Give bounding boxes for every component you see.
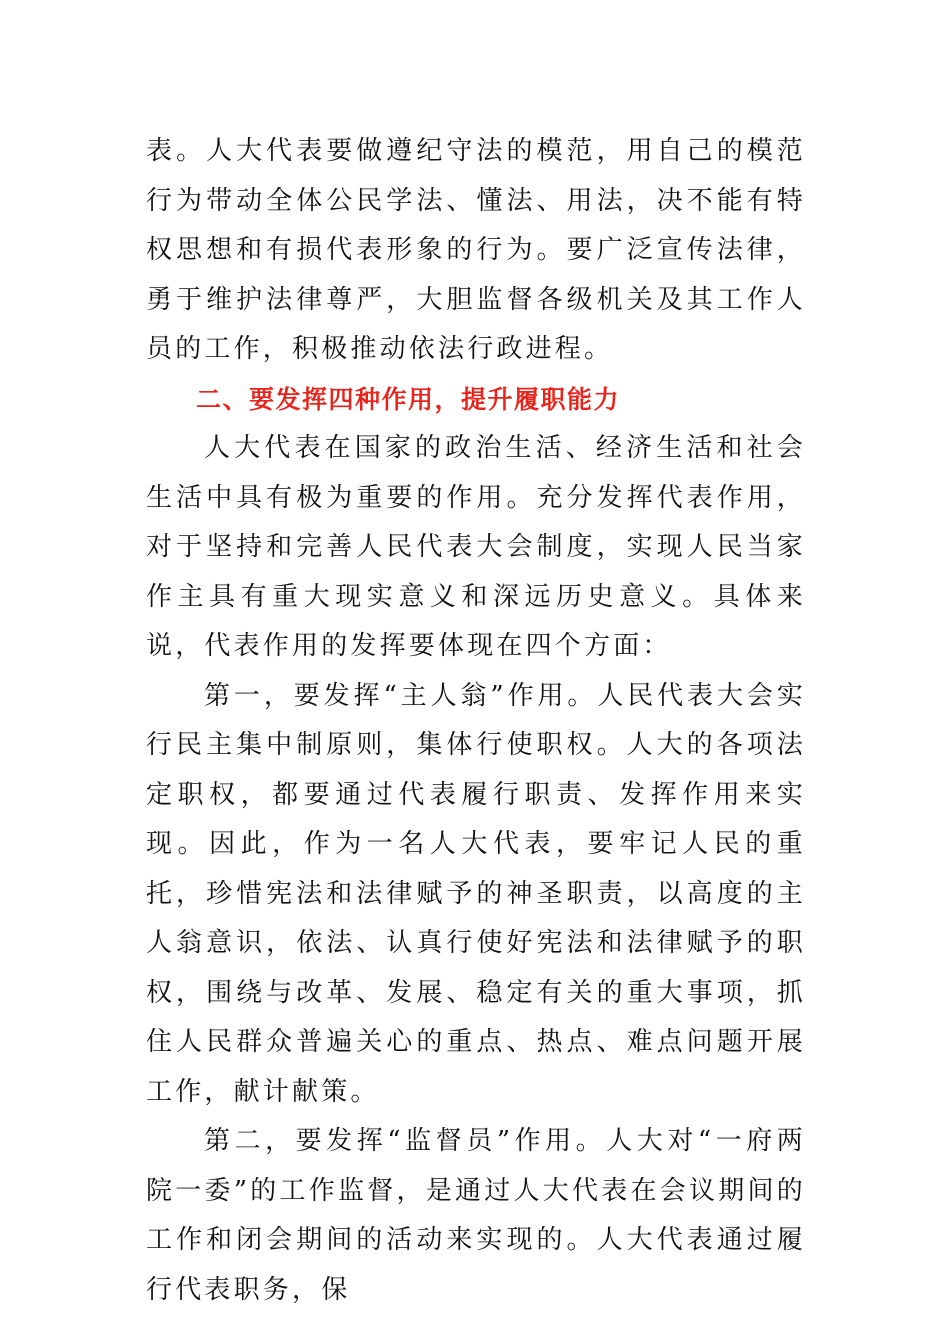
paragraph-first-role: 第一，要发挥“主人翁”作用。人民代表大会实行民主集中制原则，集体行使职权。人大的各项法定职权，都要通过代表履行职责、发挥作用来实现。因此，作为一名人大代表，要牢记人民的重托，珍惜宪法和法律赋予的神圣职责，以高度的主人翁意识，依法、认真行使好宪法和法律赋予的职权，围绕与改革、发展、稳定有关的重大事项，抓住人民群众普遍关心的重点、热点、难点问题开展工作，献计献策。 — [146, 680, 806, 1107]
section-heading: 二、要发挥四种作用，提升履职能力 — [196, 384, 621, 414]
paragraph-continuation: 表。人大代表要做遵纪守法的模范，用自己的模范行为带动全体公民学法、懂法、用法，决不能有特权思想和有损代表形象的行为。要广泛宣传法律，勇于维护法律尊严，大胆监督各级机关及其工作人员的工作，积极推动依法行政进程。 — [146, 136, 806, 364]
document-body — [146, 127, 806, 1315]
paragraph-intro: 人大代表在国家的政治生活、经济生活和社会生活中具有极为重要的作用。充分发挥代表作用，对于坚持和完善人民代表大会制度，实现人民当家作主具有重大现实意义和深远历史意义。具体来说，代表作用的发挥要体现在四个方面： — [146, 433, 806, 661]
paragraph-second-role: 第二，要发挥“监督员”作用。人大对“一府两院一委”的工作监督，是通过人大代表在会议期间的工作和闭会期间的活动来实现的。人大代表通过履行代表职务，保 — [146, 1126, 806, 1305]
